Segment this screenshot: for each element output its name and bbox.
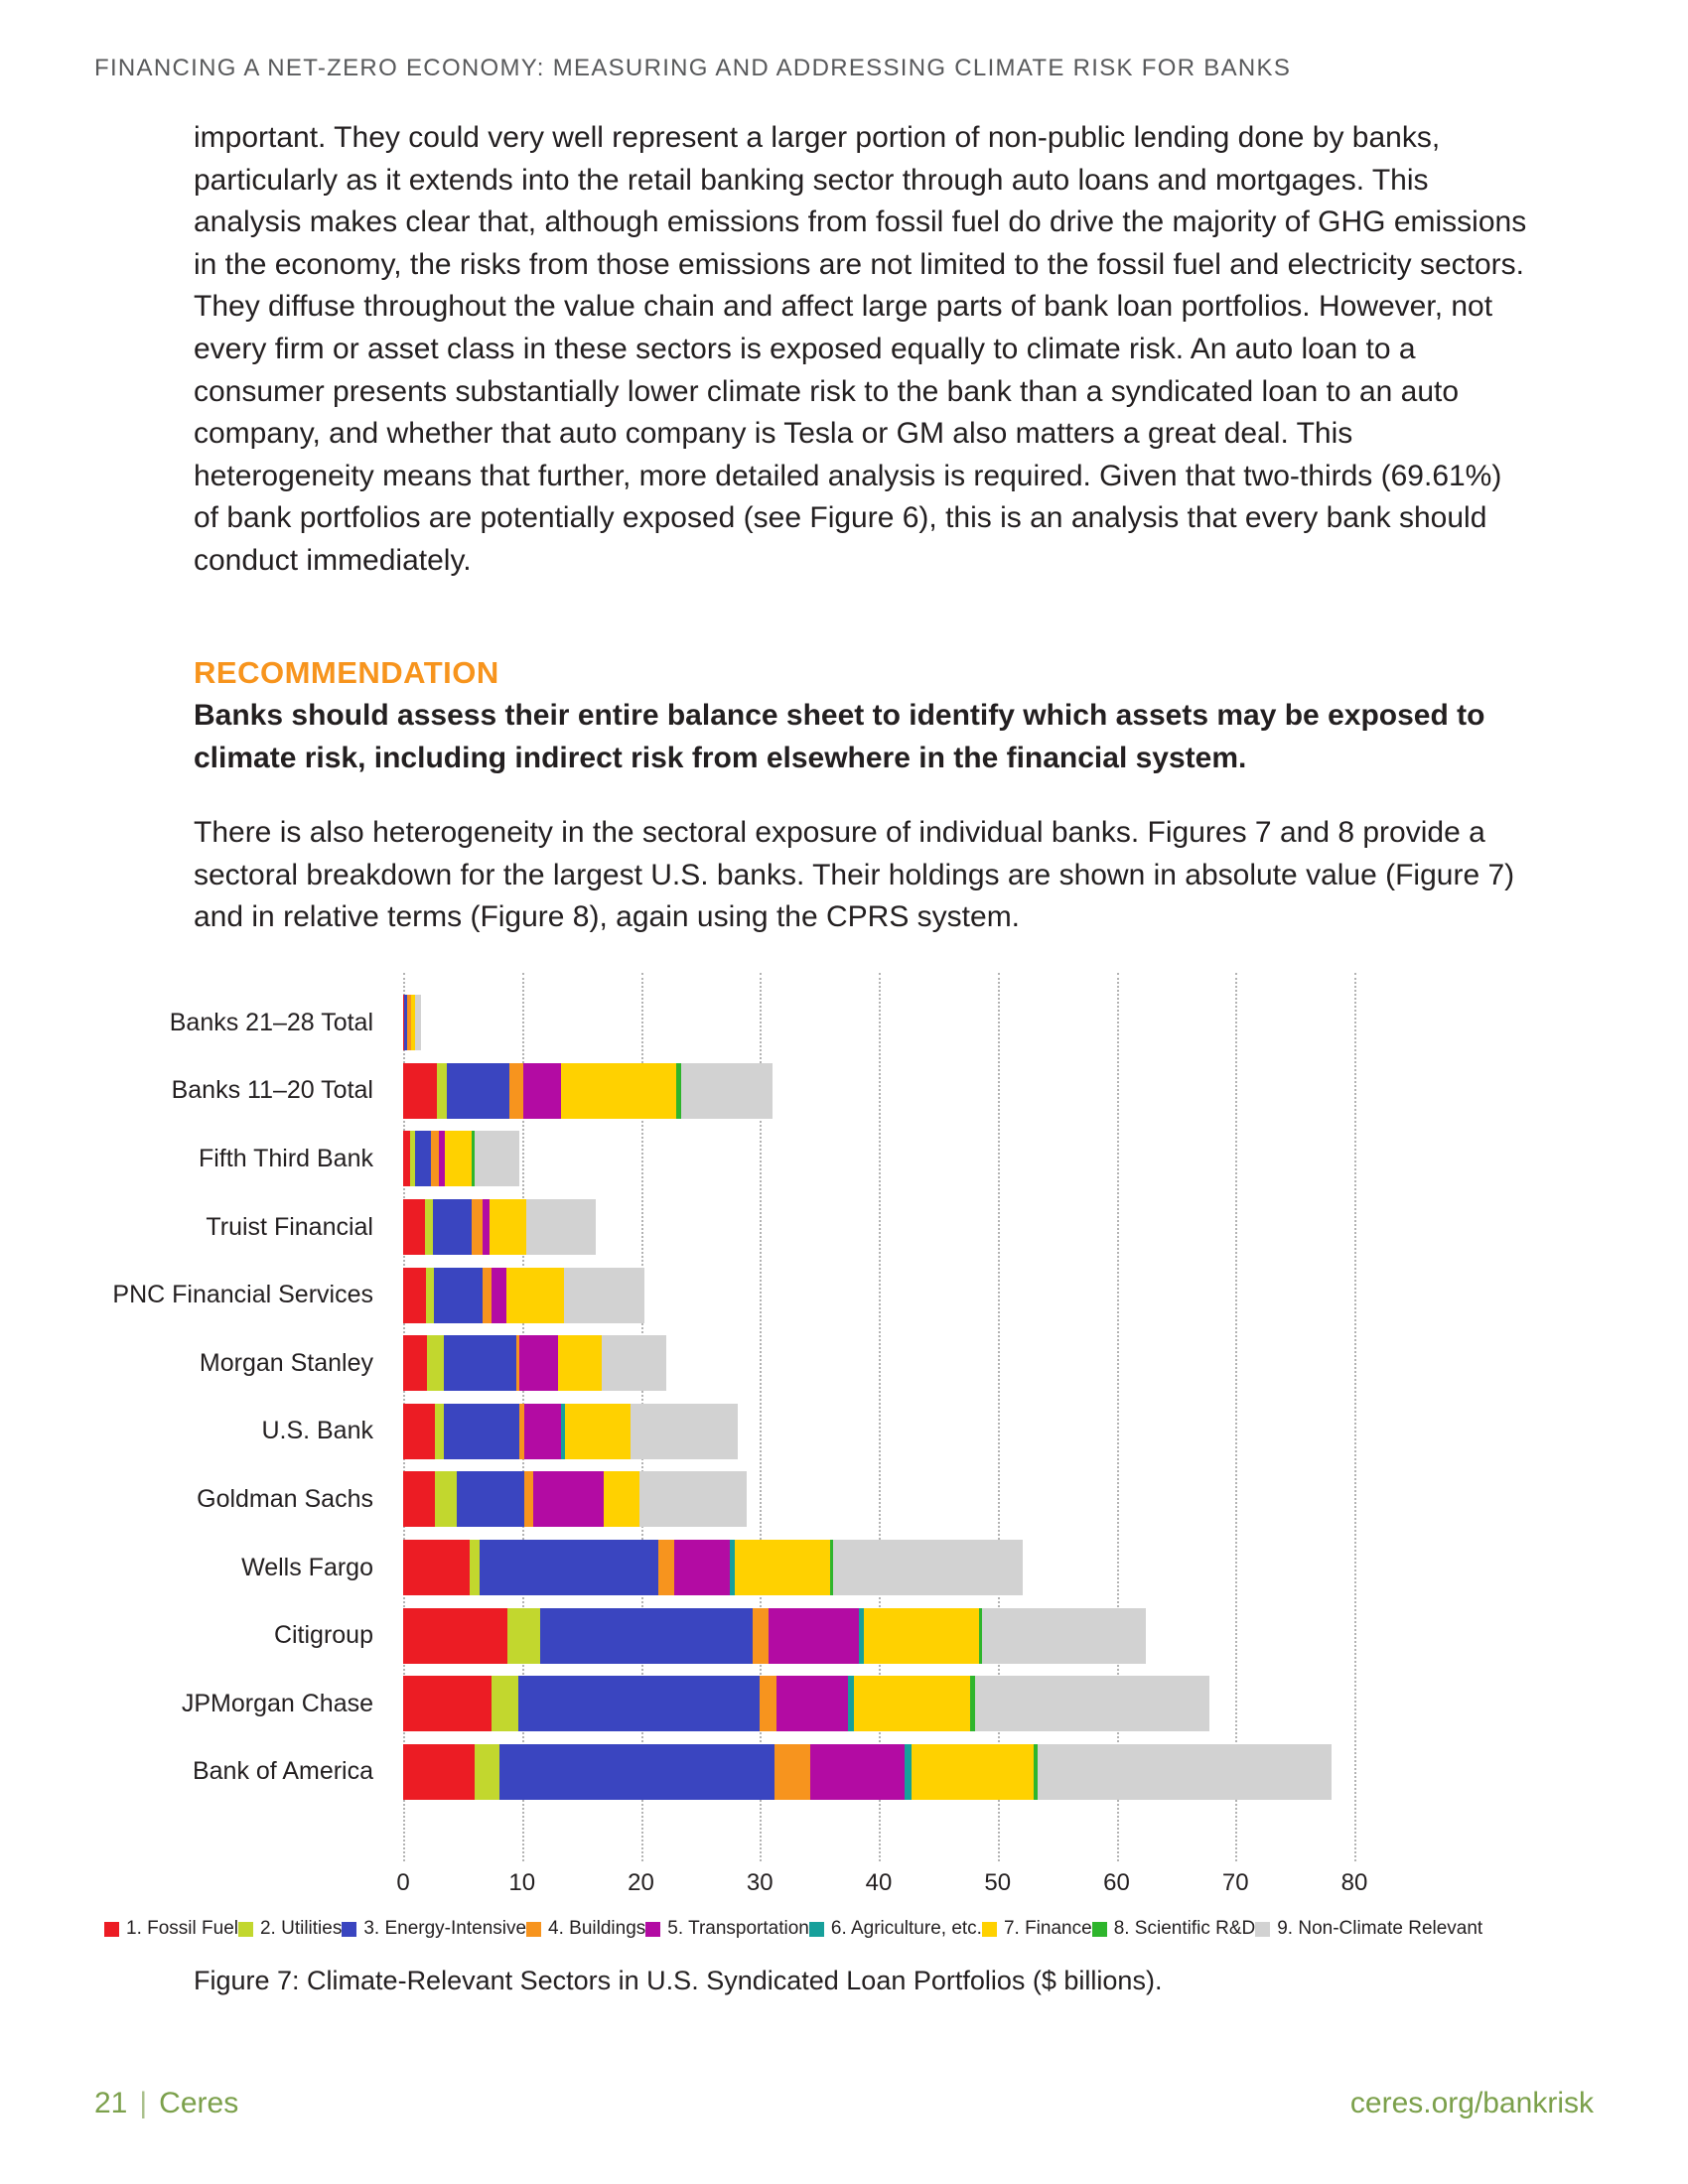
bar-segment — [565, 1404, 631, 1459]
bar-segment — [753, 1608, 769, 1664]
bar-row — [105, 1057, 1354, 1126]
bar-row-label: Morgan Stanley — [199, 1348, 373, 1377]
footer-page-number: 21 — [94, 2087, 128, 2119]
bar-segment — [905, 1744, 912, 1800]
x-tick-label-0: 0 — [396, 1869, 410, 1896]
legend-item — [645, 1918, 809, 1940]
bar-segment — [415, 995, 421, 1050]
legend-label: 6. Agriculture, etc. — [830, 1918, 982, 1939]
legend-label: 3. Energy-Intensive — [363, 1918, 527, 1939]
x-tick-label-60: 60 — [1103, 1869, 1130, 1896]
bar-segment — [435, 1471, 457, 1527]
bar-segment — [561, 1063, 676, 1119]
recommendation-text: Banks should assess their entire balance sheet to identify which assets may be exposed to climate risk, including indirect risk from elsewhere in the financial system. — [194, 699, 1485, 774]
bar-row-label: Citigroup — [273, 1621, 373, 1650]
legend-label: 9. Non-Climate Relevant — [1277, 1918, 1483, 1939]
gridline-x-80 — [1354, 973, 1356, 1861]
bar-segment — [735, 1540, 830, 1595]
footer-brand: Ceres — [159, 2087, 239, 2119]
bar-segment — [540, 1608, 753, 1664]
bar-row — [105, 1398, 1354, 1466]
chart-rows — [105, 989, 1354, 1806]
bar-row — [105, 1125, 1354, 1193]
bar-row-label: Wells Fargo — [241, 1553, 373, 1581]
bar-segment — [403, 1199, 425, 1255]
bar-row-label: Banks 21–28 Total — [169, 1008, 373, 1036]
stacked-bar — [403, 1744, 1354, 1800]
bar-segment — [774, 1744, 810, 1800]
bar-segment — [526, 1199, 595, 1255]
legend-swatch-icon — [526, 1922, 541, 1937]
legend-label: 2. Utilities — [259, 1918, 343, 1939]
bar-row — [105, 1465, 1354, 1534]
figure7-caption: Figure 7: Climate-Relevant Sectors in U.S. Syndicated Loan Portfolios ($ billions). — [194, 1966, 1163, 1995]
stacked-bar — [403, 1540, 1354, 1595]
stacked-bar — [403, 1608, 1354, 1664]
bar-segment — [639, 1471, 747, 1527]
legend-item — [342, 1918, 526, 1940]
x-tick-label-40: 40 — [865, 1869, 893, 1896]
bar-row — [105, 1601, 1354, 1670]
bar-segment — [674, 1540, 730, 1595]
bar-segment — [457, 1471, 524, 1527]
bar-segment — [490, 1199, 526, 1255]
bar-segment — [518, 1676, 760, 1731]
x-tick-label-80: 80 — [1340, 1869, 1368, 1896]
x-tick-label-20: 20 — [628, 1869, 654, 1896]
bar-segment — [602, 1335, 666, 1391]
bar-segment — [475, 1131, 520, 1186]
bar-segment — [444, 1404, 520, 1459]
bar-segment — [760, 1676, 776, 1731]
bar-segment — [431, 1131, 439, 1186]
legend-item — [809, 1918, 982, 1940]
stacked-bar — [403, 1335, 1354, 1391]
legend-item — [104, 1918, 238, 1940]
bar-segment — [434, 1268, 483, 1323]
x-tick-label-70: 70 — [1221, 1869, 1249, 1896]
legend-swatch-icon — [809, 1922, 824, 1937]
bar-row-label: Truist Financial — [206, 1212, 373, 1241]
bar-row-label: JPMorgan Chase — [181, 1689, 373, 1717]
bar-segment — [483, 1268, 491, 1323]
stacked-bar — [403, 1063, 1354, 1119]
footer-separator: | — [139, 2087, 148, 2119]
bar-row-label: Banks 11–20 Total — [171, 1076, 373, 1105]
bar-segment — [912, 1744, 1033, 1800]
bar-segment — [433, 1199, 473, 1255]
bar-segment — [681, 1063, 773, 1119]
bar-segment — [403, 1063, 437, 1119]
footer-page-brand — [94, 2087, 238, 2120]
bar-segment — [507, 1608, 539, 1664]
legend-swatch-icon — [1255, 1922, 1270, 1937]
bar-segment — [426, 1268, 434, 1323]
bar-row — [105, 1329, 1354, 1398]
legend-item — [982, 1918, 1092, 1940]
bar-segment — [975, 1676, 1209, 1731]
legend-swatch-icon — [982, 1922, 997, 1937]
bar-segment — [558, 1335, 602, 1391]
page-header-title: FINANCING A NET-ZERO ECONOMY: MEASURING AND ADDRESSING CLIMATE RISK FOR BANKS — [94, 55, 1292, 81]
bar-segment — [483, 1199, 490, 1255]
bar-segment — [435, 1404, 443, 1459]
bar-segment — [403, 1676, 492, 1731]
legend-swatch-icon — [238, 1922, 253, 1937]
x-tick-label-30: 30 — [746, 1869, 774, 1896]
bar-segment — [403, 1268, 426, 1323]
legend-label: 4. Buildings — [548, 1918, 646, 1939]
legend-item — [1092, 1918, 1256, 1940]
legend-swatch-icon — [1092, 1922, 1107, 1937]
bar-segment — [833, 1540, 1022, 1595]
bar-segment — [447, 1063, 508, 1119]
bar-segment — [524, 1404, 561, 1459]
bar-segment — [475, 1744, 499, 1800]
bar-segment — [524, 1471, 532, 1527]
bar-segment — [492, 1268, 507, 1323]
bar-segment — [425, 1199, 433, 1255]
bar-row — [105, 1738, 1354, 1807]
legend-label: 1. Fossil Fuel — [126, 1918, 238, 1939]
bar-row — [105, 1670, 1354, 1738]
bar-segment — [403, 1540, 470, 1595]
bar-segment — [437, 1063, 448, 1119]
bar-segment — [776, 1676, 848, 1731]
page-footer — [94, 2087, 1594, 2120]
bar-segment — [509, 1063, 523, 1119]
bar-row — [105, 1261, 1354, 1329]
bar-segment — [403, 1608, 507, 1664]
bar-row-label: PNC Financial Services — [112, 1281, 373, 1309]
stacked-bar — [403, 1404, 1354, 1459]
bar-segment — [769, 1608, 859, 1664]
bar-segment — [492, 1676, 519, 1731]
stacked-bar — [403, 1268, 1354, 1323]
stacked-bar — [403, 1676, 1354, 1731]
legend-item — [526, 1918, 645, 1940]
bar-row — [105, 989, 1354, 1057]
footer-link[interactable]: ceres.org/bankrisk — [1349, 2087, 1594, 2119]
legend-swatch-icon — [645, 1922, 660, 1937]
body-paragraph-1: important. They could very well represent a larger portion of non-public lending done by banks, particularly as it extends into the retail banking sector through auto loans and mortgages. This analysis makes clear that, although emissions from fossil fuel do drive the majority of GHG emissions in the economy, the risks from those emissions are not limited to the fossil fuel and electricity sectors. They diffuse throughout the value chain and affect large parts of bank loan portfolios. However, not every firm or asset class in these sectors is exposed equally to climate risk. An auto loan to a consumer presents substantially lower climate risk to the bank than a syndicated loan to an auto company, and whether that auto company is Tesla or GM also matters a great deal. This heterogeneity means that further, more detailed analysis is required. Given that two-thirds (69.61%) of bank portfolios are potentially exposed (see Figure 6), this is an analysis that every bank should conduct immediately. — [194, 121, 1527, 577]
bar-segment — [523, 1063, 561, 1119]
bar-segment — [403, 1744, 475, 1800]
legend-swatch-icon — [104, 1922, 119, 1937]
legend-label: 7. Finance — [1003, 1918, 1092, 1939]
bar-segment — [982, 1608, 1146, 1664]
bar-segment — [470, 1540, 480, 1595]
body-paragraph-2: There is also heterogeneity in the sectoral exposure of individual banks. Figures 7 and 8 provide a sectoral breakdown for the largest U.S. banks. Their holdings are shown in absolute value (Figure 7) and in relative terms (Figure 8), again using the CPRS system. — [194, 816, 1515, 934]
bar-segment — [403, 1404, 435, 1459]
bar-segment — [445, 1131, 473, 1186]
bar-segment — [658, 1540, 674, 1595]
chart-legend — [104, 1918, 1483, 1940]
legend-item — [238, 1918, 342, 1940]
bar-segment — [506, 1268, 563, 1323]
bar-segment — [1038, 1744, 1332, 1800]
bar-row-label: Goldman Sachs — [197, 1484, 373, 1513]
bar-segment — [472, 1199, 483, 1255]
bar-row-label: Bank of America — [192, 1757, 373, 1786]
x-tick-label-50: 50 — [984, 1869, 1012, 1896]
bar-row-label: Fifth Third Bank — [198, 1144, 373, 1172]
legend-item — [1255, 1918, 1482, 1940]
bar-segment — [480, 1540, 659, 1595]
recommendation-heading: RECOMMENDATION — [194, 655, 499, 690]
bar-segment — [403, 1471, 435, 1527]
bar-segment — [810, 1744, 906, 1800]
bar-segment — [564, 1268, 644, 1323]
bar-segment — [403, 1131, 410, 1186]
bar-segment — [631, 1404, 738, 1459]
figure7-stacked-bar-chart — [105, 973, 1386, 1901]
bar-row — [105, 1534, 1354, 1602]
bar-segment — [427, 1335, 444, 1391]
bar-segment — [533, 1471, 605, 1527]
bar-row-label: U.S. Bank — [261, 1417, 373, 1445]
stacked-bar — [403, 995, 1354, 1050]
stacked-bar — [403, 1131, 1354, 1186]
bar-row — [105, 1193, 1354, 1262]
bar-segment — [415, 1131, 431, 1186]
bar-segment — [403, 1335, 427, 1391]
legend-label: 8. Scientific R&D — [1113, 1918, 1256, 1939]
legend-label: 5. Transportation — [667, 1918, 809, 1939]
bar-segment — [854, 1676, 970, 1731]
bar-segment — [499, 1744, 774, 1800]
chart-x-axis — [396, 1869, 1368, 1899]
bar-segment — [864, 1608, 979, 1664]
x-tick-label-10: 10 — [508, 1869, 536, 1896]
stacked-bar — [403, 1199, 1354, 1255]
legend-swatch-icon — [342, 1922, 356, 1937]
bar-segment — [604, 1471, 639, 1527]
bar-segment — [519, 1335, 557, 1391]
stacked-bar — [403, 1471, 1354, 1527]
bar-segment — [444, 1335, 516, 1391]
